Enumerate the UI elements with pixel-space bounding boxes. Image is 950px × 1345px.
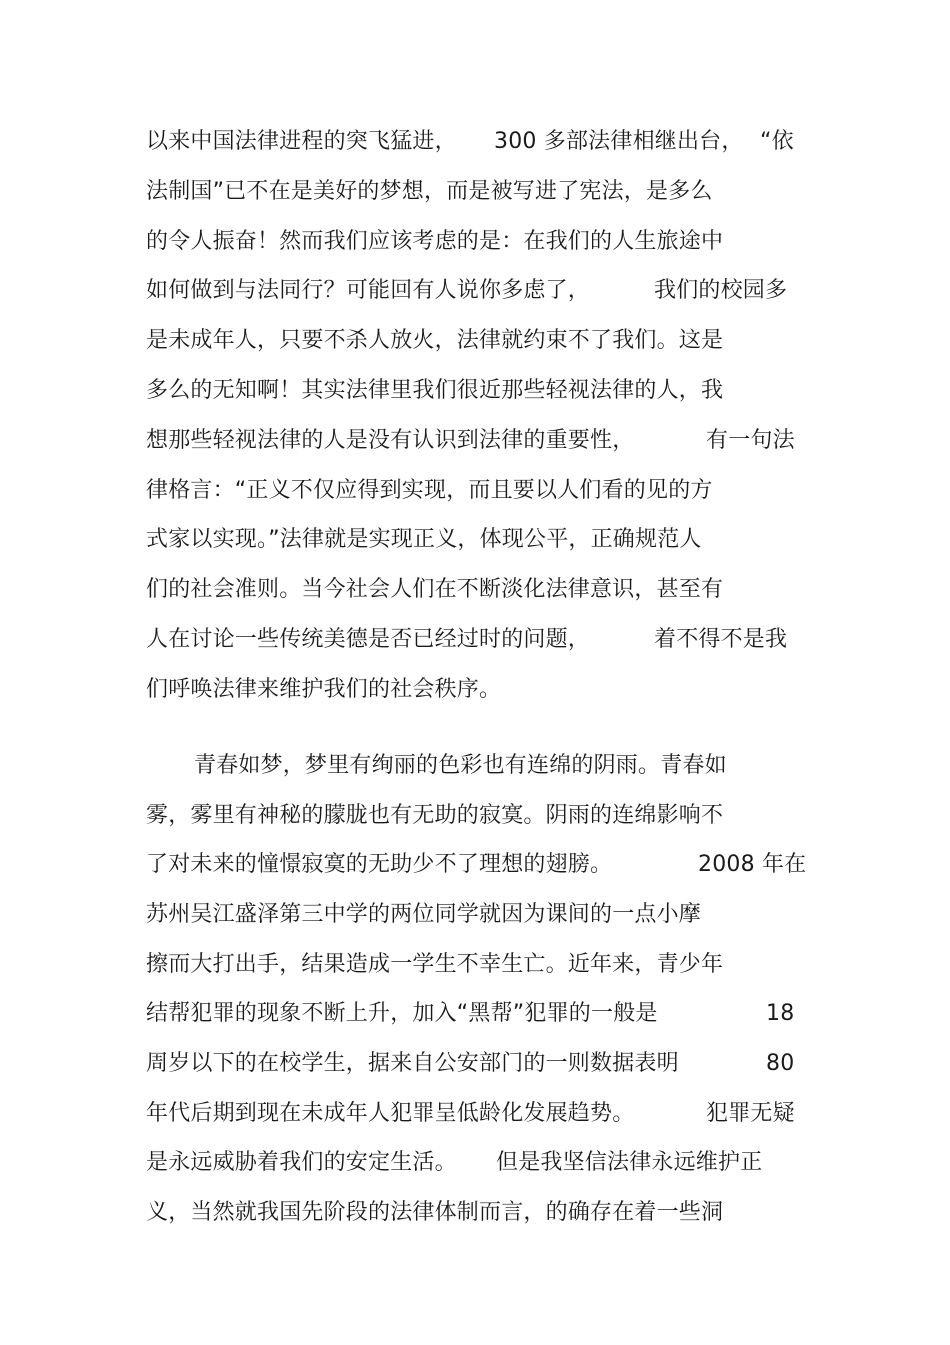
text-segment: 我们的校园多 [654,278,788,303]
text-segment: 多么的无知啊！其实法律里我们很近那些轻视法律的人，我 [146,378,724,403]
text-segment: 但是我坚信法律永远维护正 [496,1150,763,1175]
text-line [146,749,826,783]
text-line [146,175,826,209]
text-line [146,374,826,408]
text-segment: 想那些轻视法律的人是没有认识到法律的重要性， [146,428,635,453]
text-segment: 们的社会准则。当今社会人们在不断淡化法律意识，甚至有 [146,577,724,602]
text-segment: 法制国”已不在是美好的梦想，而是被写进了宪法，是多么 [146,179,713,204]
text-line [146,125,826,159]
text-segment: 周岁以下的在校学生，据来自公安部门的一则数据表明 [146,1051,679,1076]
text-segment: 擦而大打出手，结果造成一学生不幸生亡。近年来，青少年 [146,952,724,977]
text-segment: 的令人振奋！然而我们应该考虑的是：在我们的人生旅途中 [146,229,724,254]
text-segment: 如何做到与法同行？可能回有人说你多虑了， [146,278,591,303]
text-segment: 律格言：“正义不仅应得到实现，而且要以人们看的见的方 [146,478,713,503]
text-segment: 80 [766,1051,795,1076]
text-segment: 年代后期到现在未成年人犯罪呈低龄化发展趋势。 [146,1101,635,1126]
text-segment: 以来中国法律进程的突飞猛进， [146,129,457,154]
text-segment: 结帮犯罪的现象不断上升，加入“黑帮”犯罪的一般是 [146,1001,658,1026]
text-segment: 人在讨论一些传统美德是否已经过时的问题， [146,627,591,652]
text-segment: 2008 年在 [698,852,807,877]
text-segment: 青春如梦，梦里有绚丽的色彩也有连绵的阴雨。青春如 [194,753,727,778]
text-segment: 式家以实现。”法律就是实现正义，体现公平，正确规范人 [146,527,702,552]
text-line [146,523,826,557]
text-line [146,799,826,833]
text-segment: 苏州吴江盛泽第三中学的两位同学就因为课间的一点小摩 [146,902,702,927]
text-segment: 犯罪无疑 [706,1101,795,1126]
text-line [146,997,826,1031]
text-line [146,324,826,358]
text-line [146,1047,826,1081]
text-line [146,573,826,607]
text-line [146,1146,826,1180]
text-line [146,474,826,508]
text-segment: 义，当然就我国先阶段的法律体制而言，的确存在着一些洞 [146,1200,724,1225]
text-line [146,225,826,259]
text-segment: 300 多部法律相继出台， [494,129,744,154]
text-segment: 雾，雾里有神秘的朦胧也有无助的寂寞。阴雨的连绵影响不 [146,803,724,828]
text-line [146,274,826,308]
text-line [146,848,826,882]
text-line [146,623,826,657]
text-segment: 有一句法 [706,428,795,453]
text-segment: 是未成年人，只要不杀人放火，法律就约束不了我们。这是 [146,328,724,353]
text-segment: 们呼唤法律来维护我们的社会秩序。 [146,677,502,702]
text-segment: 了对未来的憧憬寂寞的无助少不了理想的翅膀。 [146,852,613,877]
text-segment: 是永远威胁着我们的安定生活。 [146,1150,457,1175]
text-line [146,673,826,707]
text-segment: 着不得不是我 [654,627,788,652]
text-line [146,1097,826,1131]
text-line [146,898,826,932]
text-segment: 18 [766,1001,795,1026]
text-line [146,424,826,458]
text-line [146,1196,826,1230]
text-segment: “依 [760,129,794,154]
text-line [146,948,826,982]
